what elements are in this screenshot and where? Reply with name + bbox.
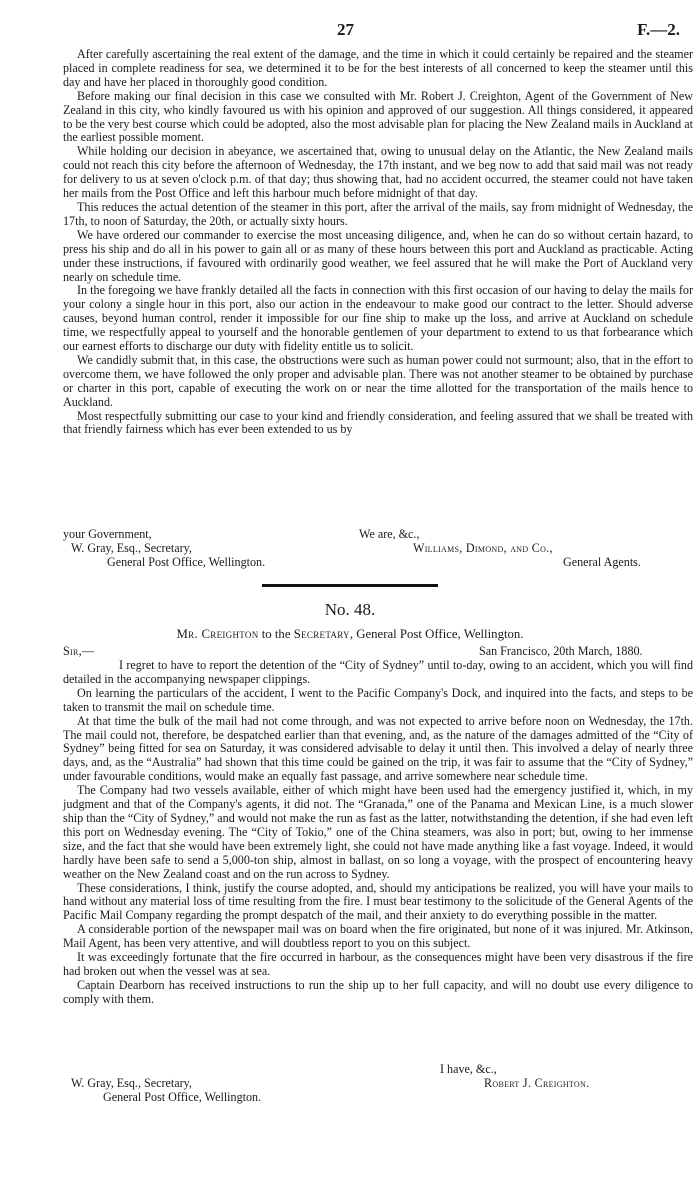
letter2-body xyxy=(63,659,693,1007)
letter1-closing-right: We are, &c., xyxy=(359,527,420,541)
subtitle-connector: to the xyxy=(258,627,294,641)
letter-number: No. 48. xyxy=(324,600,376,619)
place-date: San Francisco, 20th March, 1880. xyxy=(479,644,643,658)
letter2-addressee-name: W. Gray, Esq., Secretary, xyxy=(71,1076,192,1090)
letter2-signatory: Robert J. Creighton. xyxy=(484,1076,590,1090)
letter1-signatory-title: General Agents. xyxy=(563,555,641,569)
letter1-paragraph: While holding our decision in abeyance, we ascertained that, owing to unusual delay on the Atlantic, the New Zealand mails could not reach this city before the afternoon of Wednesday, the 17th instant, and we beg now to add that said mail was not ready for delivery to us at seven o'clock p.m. of that day; thus showing that, had no accident occurred, the steamer could not have taken her mails from the Post Office and left this harbour much before midnight of that day. xyxy=(63,144,693,201)
letter2-paragraph: Captain Dearborn has received instructions to run the ship up to her full capacity, and will no doubt use every diligence to comply with them. xyxy=(63,977,693,1006)
document-reference: F.—2. xyxy=(637,20,680,39)
letter1-paragraph: In the foregoing we have frankly detailed all the facts in connection with this first occasion of our having to delay the mails for your colony a single hour in this port, also our action in the endeavour to make good our contract to the letter. Should adverse causes, beyond human control, render it impossible for our fine ship to make up the loss, and arrive at Auckland on schedule time, we respectfully appeal to yourself and the honorable gentlemen of your department to extend to us that forbearance which our earnest efforts to discharge our duty with fidelity entitle us to solicit. xyxy=(63,283,693,354)
letter1-addressee-office: General Post Office, Wellington. xyxy=(107,555,266,569)
letter2-paragraph: These considerations, I think, justify the course adopted, and, should my anticipations be realized, you will have your mails to hand without any material loss of time resulting from the fire. I must bear testimony to the solicitude of the General Agents of the Pacific Mail Company regarding the prompt despatch of the mail, and their anxiety to do everything possible in the matter. xyxy=(63,880,693,923)
letter2-paragraph: At that time the bulk of the mail had not come through, and was not expected to arrive before noon on Wednesday, the 17th. The mail could not, therefore, be despatched earlier than that evening, and, as the nature of the damages admitted of the “City of Sydney” being fitted for sea on Saturday, it was considered advisable to delay it until then. This involved a delay of nearly three days, and, as the “Australia” had shown that this time could be gained on the trip, it was fair to assume that the “City of Sydney,” under favourable conditions, would make an equally fast passage, and arrive somewhere near schedule time. xyxy=(63,713,693,784)
letter2-closing: I have, &c., xyxy=(440,1062,497,1076)
letter1-paragraph: We have ordered our commander to exercise the most unceasing diligence, and, when he can do so without certain hazard, to press his ship and do all in his power to gain all or as many of these hours between this port and Auckland as practicable. Acting under these instructions, if favoured with ordinarily good weather, we feel assured that he will make the Port of Auckland very nearly on schedule time. xyxy=(63,227,693,284)
letter2-paragraph: On learning the particulars of the accident, I went to the Pacific Company's Dock, and inquired into the facts, and steps to be taken to transmit the mail on schedule time. xyxy=(63,685,693,714)
letter1-paragraph: Before making our final decision in this case we consulted with Mr. Robert J. Creighton, Agent of the Government of New Zealand in this city, who kindly favoured us with his opinion and approved of our suggestion. All things considered, it appeared to be the very best course which could be adopted, also the most advisable plan for placing the New Zealand mails in Auckland at the earliest possible moment. xyxy=(63,88,693,145)
letter1-paragraph: This reduces the actual detention of the steamer in this port, after the arrival of the mails, say from midnight of Wednesday, the 17th, to noon of Saturday, the 20th, or actually sixty hours. xyxy=(63,199,693,228)
section-divider xyxy=(262,584,438,587)
letter1-paragraph: Most respectfully submitting our case to your kind and friendly consideration, and feeling assured that we shall be treated with that friendly fairness which has ever been extended to us by xyxy=(63,408,693,437)
salutation-row xyxy=(63,645,693,659)
letter2-paragraph: I regret to have to report the detention of the “City of Sydney” until to-day, owing to an accident, which you will find detailed in the accompanying newspaper clippings. xyxy=(63,658,693,686)
letter1-signatory: Williams, Dimond, and Co., xyxy=(413,541,553,555)
letter1-paragraph: We candidly submit that, in this case, the obstructions were such as human power could not surmount; also, that in the effort to overcome them, we have followed the only proper and advisable plan. There was not another steamer to be obtained by purchase or charter in this port, capable of executing the work on or near the time allotted for the transportation of the mails hence to Auckland. xyxy=(63,352,693,409)
letter2-paragraph: The Company had two vessels available, either of which might have been used had the emergency justified it, which, in my judgment and that of the Company's agents, it did not. The “Granada,” one of the Panama and Mexican Line, is a much slower ship than the “City of Sydney,” and would not make the run as fast as the latter, notwithstanding the detention, if she had even left this port on Wednesday evening. The “City of Tokio,” one of the China steamers, was also in port; but, owing to her immense size, and the fact that she would have been extremely light, she could not have made anything like a fast voyage. Indeed, it would hardly have been safe to send a 5,000-ton ship, almost in ballast, on so long a voyage, with the prospect of encountering heavy weather on the New Zealand coast and on the run across to Sydney. xyxy=(63,783,693,881)
letter2-paragraph: It was exceedingly fortunate that the fire occurred in harbour, as the consequences might have been very disastrous if the fire had broken out when the vessel was at sea. xyxy=(63,950,693,978)
letter1-body xyxy=(63,48,693,437)
letter2-closing-block xyxy=(63,1063,693,1109)
letter1-paragraph: After carefully ascertaining the real extent of the damage, and the time in which it could certainly be repaired and the steamer placed in complete readiness for sea, we determined it to be for the best interests of all concerned to keep the steamer until this day and have her placed in thoroughly good condition. xyxy=(63,47,693,89)
salutation: Sir,— xyxy=(63,644,95,658)
letter1-closing-left: your Government, xyxy=(63,527,152,541)
letter1-addressee-name: W. Gray, Esq., Secretary, xyxy=(71,541,192,555)
subtitle-recipient: Secretary xyxy=(293,627,350,641)
letter-subtitle xyxy=(0,627,700,642)
letter2-addressee-office: General Post Office, Wellington. xyxy=(103,1090,262,1104)
subtitle-rest: , General Post Office, Wellington. xyxy=(349,627,524,641)
page-number: 27 xyxy=(337,20,354,39)
letter1-closing-block xyxy=(63,528,693,588)
letter2-paragraph: A considerable portion of the newspaper mail was on board when the fire originated, but none of it was injured. Mr. Atkinson, Mail Agent, has been very attentive, and will doubtless report to you on this subject. xyxy=(63,922,693,951)
subtitle-sender: Mr. Creighton xyxy=(176,627,259,641)
